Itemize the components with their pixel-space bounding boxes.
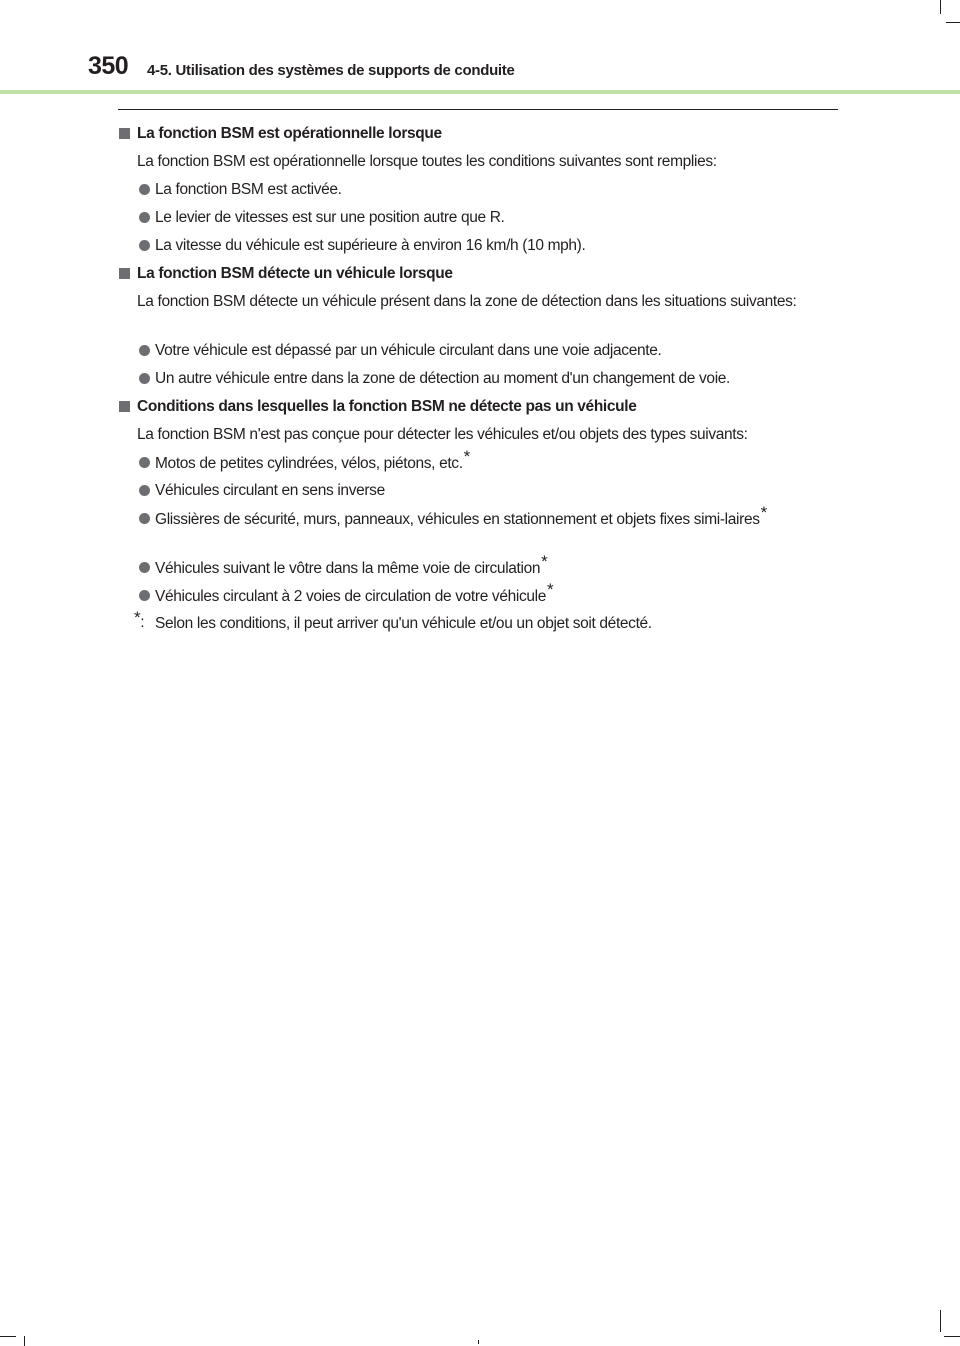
list-item: Glissières de sécurité, murs, panneaux, véhicules en stationnement et objets fixes simi-laires* (118, 508, 838, 557)
section-intro: La fonction BSM est opérationnelle lorsque toutes les conditions suivantes sont remplies: (137, 153, 717, 170)
round-bullet-icon (139, 457, 150, 468)
round-bullet-icon (139, 485, 150, 496)
list-item: Véhicules circulant à 2 voies de circulation de votre véhicule* (118, 585, 838, 613)
list-item: Le levier de vitesses est sur une position autre que R. (118, 207, 838, 235)
page-number: 350 (88, 52, 129, 80)
round-bullet-icon (139, 240, 150, 251)
list-item: Votre véhicule est dépassé par un véhicule circulant dans une voie adjacente. (118, 340, 838, 368)
round-bullet-icon (139, 590, 150, 601)
footnote-star: * (760, 503, 767, 522)
round-bullet-icon (139, 212, 150, 223)
page-header (0, 0, 960, 96)
footnote-star: * (463, 447, 470, 466)
chapter-title: 4-5. Utilisation des systèmes de supports de conduite (147, 62, 515, 79)
footnote-star: * (541, 552, 548, 571)
list-item: Un autre véhicule entre dans la zone de détection au moment d'un changement de voie. (118, 368, 838, 396)
list-item: La vitesse du véhicule est supérieure à environ 16 km/h (10 mph). (118, 235, 838, 263)
section-intro: La fonction BSM n'est pas conçue pour détecter les véhicules et/ou objets des types suivants: (137, 426, 748, 443)
footnote (118, 608, 838, 641)
round-bullet-icon (139, 513, 150, 524)
section-intro: La fonction BSM détecte un véhicule présent dans la zone de détection dans les situations suivantes: (137, 293, 797, 310)
footnote-marker: *: (134, 608, 145, 631)
round-bullet-icon (139, 562, 150, 573)
round-bullet-icon (139, 373, 150, 384)
section-heading: La fonction BSM est opérationnelle lorsque (118, 123, 838, 151)
list-item: Véhicules circulant en sens inverse (118, 480, 838, 508)
section-heading: Conditions dans lesquelles la fonction BSM ne détecte pas un véhicule (118, 396, 838, 424)
round-bullet-icon (139, 345, 150, 356)
section-heading: La fonction BSM détecte un véhicule lorsque (118, 263, 838, 291)
square-bullet-icon (119, 401, 130, 412)
page-body (118, 123, 838, 641)
footnote-text: Selon les conditions, il peut arriver qu'un véhicule et/ou un objet soit détecté. (155, 615, 652, 632)
list-item: La fonction BSM est activée. (118, 179, 838, 207)
list-item: Véhicules suivant le vôtre dans la même voie de circulation* (118, 557, 838, 585)
footnote-star: * (547, 580, 554, 599)
round-bullet-icon (139, 184, 150, 195)
square-bullet-icon (119, 128, 130, 139)
content-top-rule (118, 109, 838, 110)
square-bullet-icon (119, 268, 130, 279)
header-divider (0, 90, 960, 94)
list-item: Motos de petites cylindrées, vélos, piétons, etc.* (118, 452, 838, 480)
